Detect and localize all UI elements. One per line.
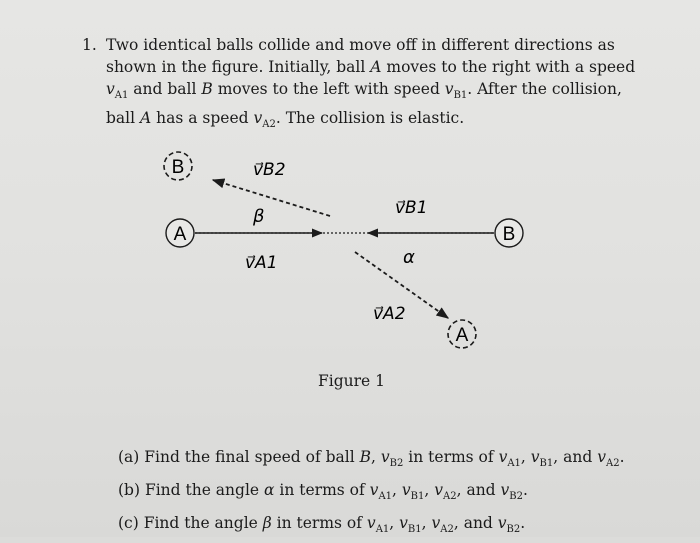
ball-a-initial-label: A [173, 224, 187, 245]
label-vb2: v⃗B2 [253, 160, 286, 180]
ball-b-final-label: B [171, 157, 185, 178]
label-va2: v⃗A2 [373, 304, 406, 324]
question-parts [118, 444, 678, 543]
question-part-b: (b) Find the angle α in terms of $v_{A1}$, $v_{B1}$, $v_{A2}$, and $v_{B2}$. [118, 481, 528, 503]
label-vb1: v⃗B1 [395, 198, 428, 218]
label-beta: β [253, 206, 265, 227]
ball-a-final-label: A [455, 325, 469, 346]
question-part-a: (a) Find the final speed of ball B, $v_{B2}$ in terms of $v_{A1}$, $v_{B1}$, and $v_{A2}$. [118, 448, 625, 470]
problem-number: 1. [82, 36, 97, 54]
problem-text: Two identical balls collide and move off in different directions as shown in the figure. Initially, ball A moves to the right with a speed $v_{A1}$ and ball B moves to the left with speed $v_{B1}$. After the collision, ball A has a speed $v_{A2}$. The collision is elastic. [106, 36, 636, 131]
label-alpha: α [403, 247, 415, 268]
arrow-vb2 [213, 180, 330, 216]
ball-b-initial-label: B [502, 224, 516, 245]
question-part-c: (c) Find the angle β in terms of $v_{A1}$, $v_{B1}$, $v_{A2}$, and $v_{B2}$. [118, 514, 526, 536]
label-va1: v⃗A1 [245, 253, 278, 273]
figure-caption: Figure 1 [318, 372, 385, 390]
